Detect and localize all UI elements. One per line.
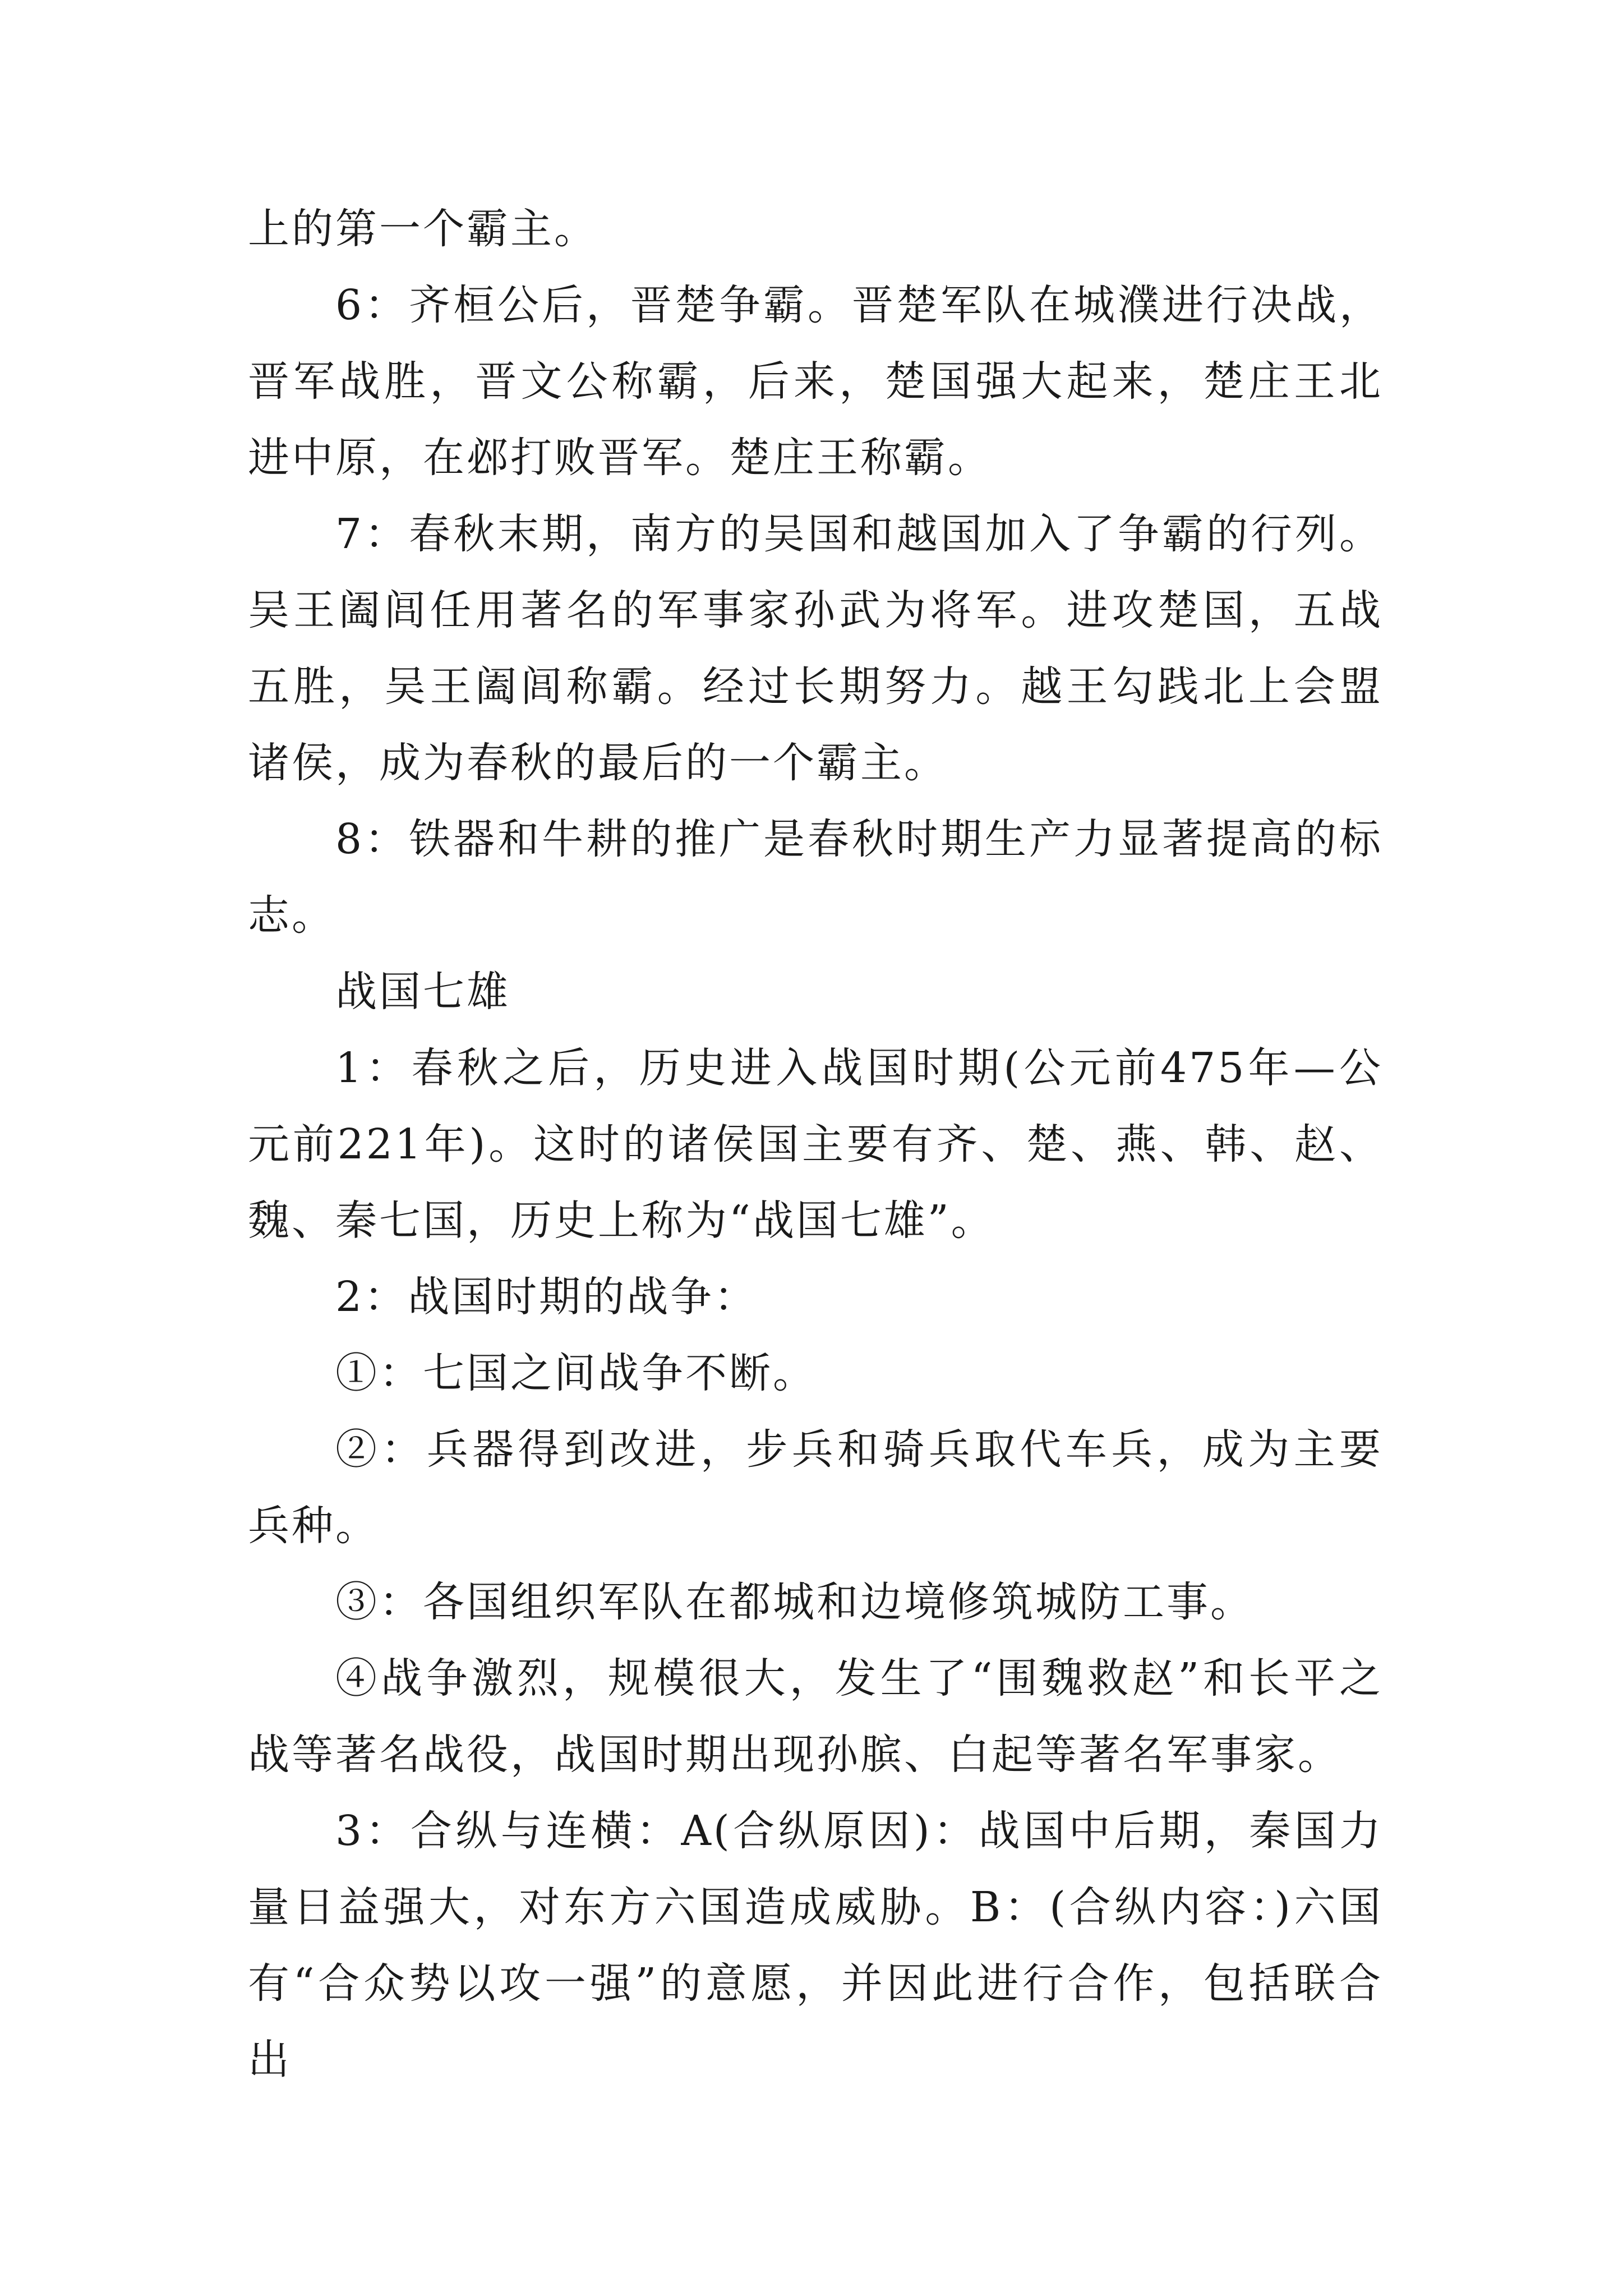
paragraph-2: 6：齐桓公后，晋楚争霸。晋楚军队在城濮进行决战，晋军战胜，晋文公称霸，后来，楚国强大起来，楚庄王北进中原，在邲打败晋军。楚庄王称霸。 [248, 281, 1383, 482]
paragraph-3: 7：春秋末期，南方的吴国和越国加入了争霸的行列。吴王阖闾任用著名的军事家孙武为将军。进攻楚国，五战五胜，吴王阖闾称霸。经过长期努力。越王勾践北上会盟诸侯，成为春秋的最后的一个霸主。 [248, 510, 1383, 787]
paragraph-7: 2：战国时期的战争： [335, 1273, 758, 1321]
paragraph-12: 3：合纵与连横：A(合纵原因)：战国中后期，秦国力量日益强大，对东方六国造成威胁。B：(合纵内容：)六国有“合众势以攻一强”的意愿，并因此进行合作，包括联合出 [248, 1807, 1383, 2084]
paragraph-4: 8：铁器和牛耕的推广是春秋时期生产力显著提高的标志。 [248, 815, 1383, 940]
section-heading-warring-states: 战国七雄 [335, 968, 510, 1016]
paragraph-10: ③：各国组织军队在都城和边境修筑城防工事。 [335, 1578, 1254, 1626]
document-body [248, 191, 1383, 2098]
paragraph-6: 1：春秋之后，历史进入战国时期(公元前475年—公元前221年)。这时的诸侯国主要有齐、楚、燕、韩、赵、魏、秦七国，历史上称为“战国七雄”。 [248, 1044, 1383, 1245]
paragraph-8: ①：七国之间战争不断。 [335, 1349, 817, 1397]
paragraph-11: ④战争激烈，规模很大，发生了“围魏救赵”和长平之战等著名战役，战国时期出现孙膑、白起等著名军事家。 [248, 1654, 1383, 1779]
paragraph-1: 上的第一个霸主。 [248, 205, 598, 253]
paragraph-9: ②：兵器得到改进，步兵和骑兵取代车兵，成为主要兵种。 [248, 1425, 1383, 1550]
